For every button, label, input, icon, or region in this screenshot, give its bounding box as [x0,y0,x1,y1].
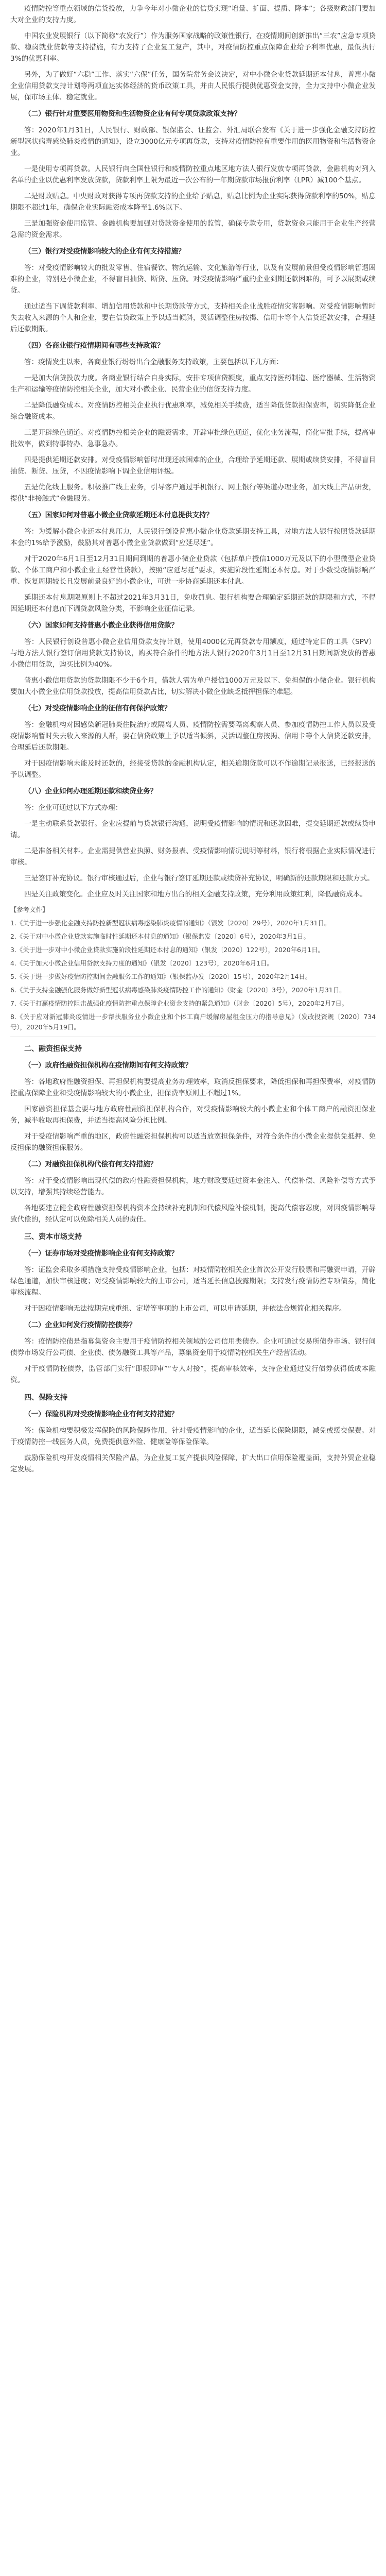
answer-paragraph: 对于疫情防控债券，监管部门实行“即报即审”“专人对接”，提高审核效率，支持企业通过发行债券获得低成本融资。 [10,1365,376,1384]
intro-paragraph: 另外，为了做好“六稳”工作、落实“六保”任务，国务院常务会议决定，对中小微企业贷款延期还本付息，普惠小微企业信用贷款支持计划等两项直达实体经济的货币政策工具，并由人民银行提供优惠资金支持，全力支持中小微企业发展，保市场主体、稳定就业。 [10,71,376,101]
question-heading: （八）企业如何办理延期还款和续贷业务？ [24,787,157,795]
answer-paragraph: 对于受疫情影响严重的地区，政府性融资担保机构可以适当放宽担保条件，对符合条件的小微企业提供免抵押、免反担保的融资担保服务。 [10,1132,376,1152]
intro-section [10,3,376,103]
reference-item: 5.《关于进一步做好疫情防控期间金融服务工作的通知》（银保监办发〔2020〕15号），2020年2月14日。 [10,973,312,980]
answer-paragraph: 二是准备相关材料。企业需提供营业执照、财务报表、受疫情影响情况说明等材料，银行将根据企业实际情况进行审核。 [10,847,376,867]
question-section [10,340,376,504]
answer-paragraph: 三是开辟绿色通道。对疫情防控相关企业的融资需求，开辟审批绿色通道，优化业务流程，简化审批手续，提高审批效率，做到特事特办、急事急办。 [10,429,376,448]
answer-paragraph: 对于因疫情影响未能及时还款的，经接受贷款的金融机构认定，相关逾期贷款可以不作逾期记录报送，已经报送的予以调整。 [10,759,376,779]
answer-paragraph: 答：证监会采取多项措施支持受疫情影响企业，包括：对疫情防控相关企业首次公开发行股票和再融资申请，开辟绿色通道，加快审核进度；对受疫情影响较大的上市公司，适当延长信息披露期限；支持发行疫情防控专项债券，简化审核流程。 [10,1266,376,1297]
question-heading: （六）国家如何支持普惠小微企业获得信用贷款？ [24,621,179,630]
answer-paragraph: 答：人民银行创设普惠小微企业信用贷款支持计划，使用4000亿元再贷款专用额度，通过特定目的工具（SPV）与地方法人银行签订信用贷款支持协议，购买符合条件的地方法人银行2020年3月1日至12月31日期间新发放的普惠小微信用贷款，购买比例为40%。 [10,638,376,669]
question-heading: （三）银行对受疫情影响较大的企业有何支持措施？ [24,247,185,256]
question-section [10,510,376,615]
intro-paragraph: 中国农业发展银行（以下简称“农发行”）作为服务国家战略的政策性银行，在疫情期间创新推出“三农”应急专项贷款、稳岗就业贷款等支持措施，有力支持了企业复工复产，其中，对疫情防控重点保障企业给予利率优惠，最低执行3%的优惠利率。 [10,32,376,63]
reference-item: 8.《关于应对新冠肺炎疫情进一步帮扶服务业小微企业和个体工商户缓解房屋租金压力的指导意见》（发改投资规〔2020〕734号），2020年5月19日。 [10,1013,376,1031]
answer-paragraph: 答：对受疫情影响较大的批发零售、住宿餐饮、物流运输、文化旅游等行业，以及有发展前景但受疫情影响暂遇困难的企业，特别是小微企业，不得盲目抽贷、断贷、压贷。对受疫情影响严重的企业到期还款困难的，可予以展期或续贷。 [10,264,376,295]
answer-paragraph: 答：企业可通过以下方式办理： [24,804,122,812]
intro-paragraph: 疫情防控等重点领域的信贷投放，力争今年对小微企业的信贷实现“增量、扩面、提质、降本”；各级财政部门要加大对企业的支持力度。 [10,5,376,24]
answer-paragraph: 一是主动联系贷款银行。企业应提前与贷款银行沟通，说明受疫情影响的情况和还款困难，提交延期还款或续贷申请。 [10,820,376,839]
question-heading: （二）银行针对重要医用物资和生活物资企业有何专项贷款政策支持？ [24,110,241,118]
answer-paragraph: 答：金融机构对因感染新冠肺炎住院治疗或隔离人员、疫情防控需要隔离观察人员、参加疫情防控工作人员以及受疫情影响暂时失去收入来源的人群，要在信贷政策上予以适当倾斜，灵活调整住房按揭、信用卡等个人信贷还款安排，合理延后还款期限。 [10,721,376,752]
question-heading: （二）企业如何发行疫情防控债券？ [24,1321,136,1329]
question-section [10,108,376,241]
question-section [10,246,376,335]
question-section [10,1248,376,1314]
question-heading: （二）对融资担保机构代偿有何支持措施？ [24,1160,157,1168]
answer-paragraph: 三是加强资金使用监管。金融机构要加强对贷款资金使用的监管，确保专款专用，贷款资金只能用于企业生产经营急需的资金需求。 [10,219,376,239]
answer-paragraph: 鼓励保险机构开发疫情相关保险产品，为企业复工复产提供风险保障，扩大出口信用保险覆盖面，支持外贸企业稳定发展。 [10,1454,376,1473]
answer-paragraph: 答：2020年1月31日，人民银行、财政部、银保监会、证监会、外汇局联合发布《关于进一步强化金融支持防控新型冠状病毒感染肺炎疫情的通知》，设立3000亿元专项再贷款，支持对疫情防控有重要作用的医用物资和生活物资企业。 [10,126,376,157]
reference-list [10,905,376,1032]
answer-paragraph: 四是关注政策变化。企业应及时关注国家和地方出台的相关金融支持政策，充分利用政策红利，降低融资成本。 [24,890,367,899]
answer-paragraph: 二是降低融资成本。对疫情防控相关企业执行优惠利率，减免相关手续费，适当降低贷款担保费率，切实降低企业综合融资成本。 [10,401,376,421]
question-section [10,1319,376,1386]
question-section [10,1159,376,1225]
answer-paragraph: 答：疫情发生以来，各商业银行纷纷出台金融服务支持政策，主要包括以下几方面： [24,358,283,366]
answer-paragraph: 答：疫情防控债是指募集资金主要用于疫情防控相关领域的公司信用类债券。企业可通过交易所债券市场、银行间债券市场发行公司债、企业债、债务融资工具等产品，募集资金用于疫情防控相关生产经营活动。 [10,1337,376,1357]
question-section [10,1409,376,1475]
answer-paragraph: 国家融资担保基金要与地方政府性融资担保机构合作，对受疫情影响较大的小微企业和个体工商户的融资担保业务，减半收取再担保费，并适当提高风险分担比例。 [10,1105,376,1125]
question-heading: （五）国家如何对普惠小微企业贷款延期还本付息提供支持？ [24,511,214,519]
answer-paragraph: 答：各地政府性融资担保、再担保机构要提高业务办理效率，取消反担保要求，降低担保和再担保费率，对疫情防控重点保障企业和受疫情影响较大的小微企业，担保费率原则上不超过1%。 [10,1078,376,1097]
reference-item: 1.《关于进一步强化金融支持防控新型冠状病毒感染肺炎疫情的通知》（银发〔2020〕29号），2020年1月31日。 [10,919,331,927]
reference-item: 3.《关于进一步对中小微企业贷款实施阶段性延期还本付息的通知》（银发〔2020〕122号），2020年6月1日。 [10,946,324,954]
answer-paragraph: 答：保险机构要积极发挥保险的风险保障作用，针对受疫情影响的企业，适当延长保险期限，减免或缓交保费。对于疫情防控一线医务人员，免费提供意外险、健康险等保险保障。 [10,1427,376,1446]
question-heading: （一）证券市场对受疫情影响企业有何支持政策？ [24,1249,179,1258]
question-section [10,620,376,698]
answer-paragraph: 一是加大信贷投放力度。各商业银行结合自身实际，安排专项信贷额度，重点支持医药制造、医疗器械、生活物资生产和运输等疫情防控相关企业，加大对小微企业、民营企业的信贷支持力度。 [10,374,376,394]
answer-paragraph: 五是优化线上服务。积极推广线上业务，引导客户通过手机银行、网上银行等渠道办理业务，加大线上产品研发，提供“非接触式”金融服务。 [10,483,376,503]
question-section [10,703,376,781]
question-section [10,1060,376,1154]
question-heading: （七）对受疫情影响企业的征信有何保护政策？ [24,704,171,713]
answer-paragraph: 三是签订补充协议。银行审核通过后，企业与银行签订延期还款或续贷补充协议，明确新的还款期限和还款方式。 [24,874,374,883]
answer-paragraph: 答：为缓解小微企业还本付息压力，人民银行创设普惠小微企业贷款延期支持工具，对地方法人银行按照贷款延期本金的1%给予激励，鼓励其对普惠小微企业贷款做到“应延尽延”。 [10,528,376,547]
question-heading: （四）各商业银行疫情期间有哪些支持政策？ [24,342,164,350]
reference-item: 7.《关于打赢疫情防控阻击战强化疫情防控重点保障企业资金支持的紧急通知》（财金〔2020〕5号），2020年2月7日。 [10,999,348,1007]
question-heading: （一）政府性融资担保机构在疫情期间有何支持政策？ [24,1061,192,1070]
section-heading: 二、融资担保支持 [24,1045,82,1053]
answer-paragraph: 一是使用专项再贷款。人民银行向全国性银行和疫情防控重点地区地方法人银行发放专项再贷款，金融机构对列入名单的企业以优惠利率发放贷款，贷款利率上限为最近一次公布的一年期贷款市场报价利率（LPR）减100个基点。 [10,165,376,184]
question-heading: （一）保险机构对受疫情影响企业有何支持措施？ [24,1410,179,1418]
section-heading: 四、保险支持 [24,1394,67,1402]
reference-item: 6.《关于支持金融强化服务做好新型冠状病毒感染肺炎疫情防控工作的通知》（财金〔2020〕3号），2020年1月31日。 [10,986,346,994]
reference-item: 4.《关于加大小微企业信用贷款支持力度的通知》（银发〔2020〕123号），2020年6月1日。 [10,959,273,967]
answer-paragraph: 通过适当下调贷款利率、增加信用贷款和中长期贷款等方式，支持相关企业战胜疫情灾害影响。对受疫情影响暂时失去收入来源的个人和企业，要在信贷政策上予以适当倾斜，灵活调整住房按揭、信用卡等个人信贷还款安排，合理延后还款期限。 [10,302,376,333]
reference-item: 2.《关于对中小微企业贷款实施临时性延期还本付息的通知》（银保监发〔2020〕6号），2020年3月1日。 [10,933,310,940]
answer-paragraph: 对于因疫情影响无法按期完成重组、定增等事项的上市公司，可以申请延期，并依法合规简化相关程序。 [24,1304,346,1313]
answer-paragraph: 延期还本付息期限原则上不超过2021年3月31日，免收罚息。银行机构要合理确定延期还款的期限和方式，不得因延期还本付息而下调贷款风险分类，不影响企业征信记录。 [10,594,376,613]
answer-paragraph: 各地要建立健全政府性融资担保机构资本金持续补充机制和代偿风险补偿机制，提高代偿容忍度，对因疫情影响导致代偿的，经认定可以免除相关人员的责任。 [10,1204,376,1224]
question-section [10,786,376,900]
answer-paragraph: 对于2020年6月1日至12月31日期间到期的普惠小微企业贷款（包括单户授信1000万元及以下的小型微型企业贷款、个体工商户和小微企业主经营性贷款），按照“应延尽延”要求，实施阶段性延期还本付息。对于少数受疫情影响严重、恢复周期较长且发展前景良好的小微企业，可进一步协商延期还本付息。 [10,555,376,586]
answer-paragraph: 四是提供延期还款安排。对受疫情影响暂时出现还款困难的企业，合理给予延期还款、展期或续贷安排，不得盲目抽贷、断贷、压贷，不因疫情影响下调企业信用评级。 [10,456,376,476]
answer-paragraph: 答：对于受疫情影响出现代偿的政府性融资担保机构，地方财政要通过资本金注入、代偿补偿、风险补偿等方式予以支持，增强其持续经营能力。 [10,1177,376,1196]
section-heading: 三、资本市场支持 [24,1233,82,1241]
answer-paragraph: 二是财政贴息。中央财政对获得专项再贷款支持的企业给予贴息，贴息比例为企业实际获得贷款利率的50%，贴息期限不超过1年，确保企业实际融资成本降至1.6%以下。 [10,192,376,212]
answer-paragraph: 普惠小微信用贷款的贷款期限不少于6个月，借款人需为单户授信1000万元及以下、免担保的小微企业。银行机构要加大小微企业信用贷款投放，提高信用贷款占比，切实解决小微企业缺乏抵押担保的难题。 [10,676,376,696]
reference-title: 【参考文件】 [10,906,49,913]
